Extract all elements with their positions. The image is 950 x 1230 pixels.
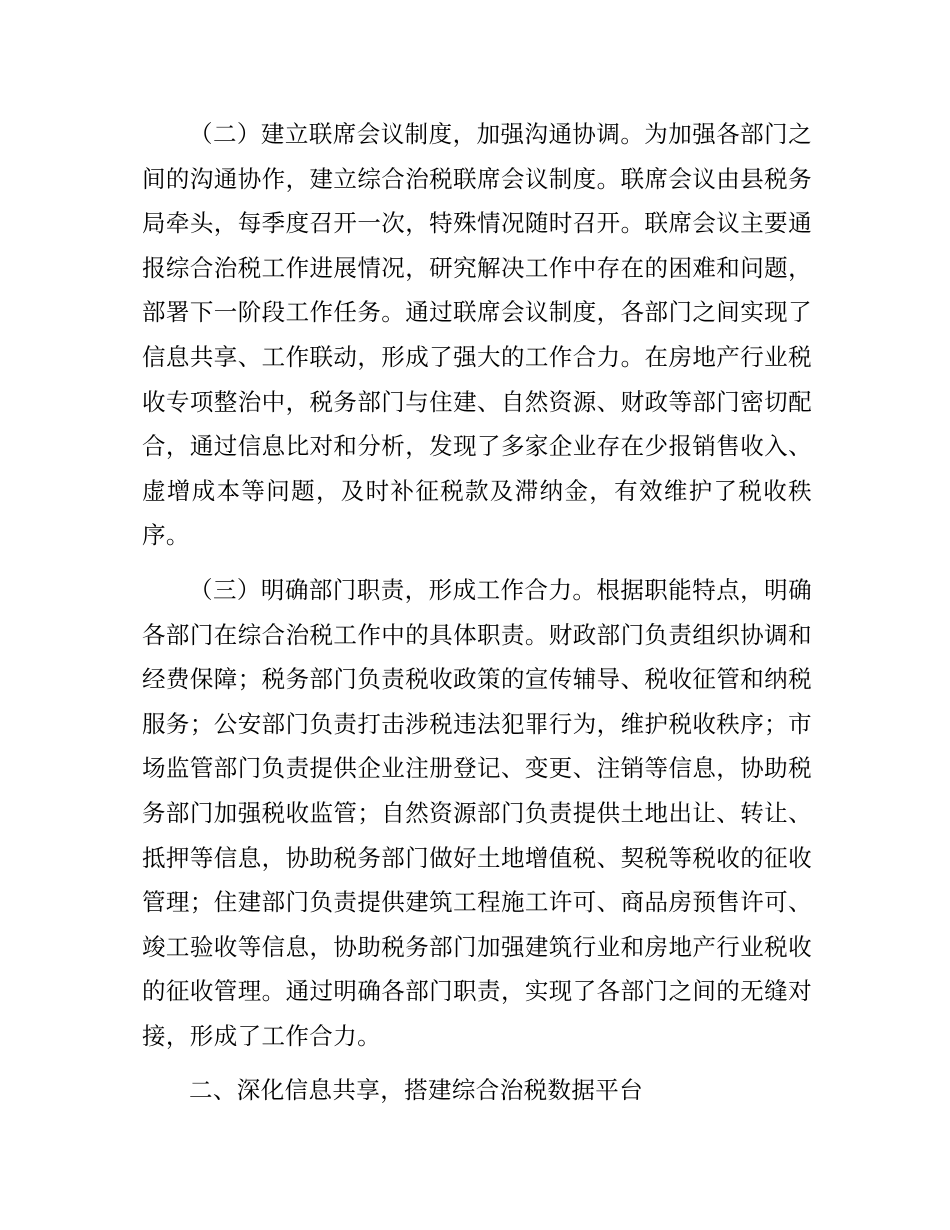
paragraph-department-duties: （三）明确部门职责，形成工作合力。根据职能特点，明确各部门在综合治税工作中的具体职责。财政部门负责组织协调和经费保障；税务部门负责税收政策的宣传辅导、税收征管和纳税服务；公安部门负责打击涉税违法犯罪行为，维护税收秩序；市场监管部门负责提供企业注册登记、变更、注销等信息，协助税务部门加强税收监管；自然资源部门负责提供土地出让、转让、抵押等信息，协助税务部门做好土地增值税、契税等税收的征收管理；住建部门负责提供建筑工程施工许可、商品房预售许可、竣工验收等信息，协助税务部门加强建筑行业和房地产行业税收的征收管理。通过明确各部门职责，实现了各部门之间的无缝对接，形成了工作合力。 xyxy=(142,575,812,1050)
paragraph-joint-meeting: （二）建立联席会议制度，加强沟通协调。为加强各部门之间的沟通协作，建立综合治税联席会议制度。联席会议由县税务局牵头，每季度召开一次，特殊情况随时召开。联席会议主要通报综合治税工作进展情况，研究解决工作中存在的困难和问题，部署下一阶段工作任务。通过联席会议制度，各部门之间实现了信息共享、工作联动，形成了强大的工作合力。在房地产行业税收专项整治中，税务部门与住建、自然资源、财政等部门密切配合，通过信息比对和分析，发现了多家企业存在少报销售收入、虚增成本等问题，及时补征税款及滞纳金，有效维护了税收秩序。 xyxy=(142,120,812,550)
document-body xyxy=(142,112,812,1113)
section-heading: 二、深化信息共享，搭建综合治税数据平台 xyxy=(189,1076,644,1105)
